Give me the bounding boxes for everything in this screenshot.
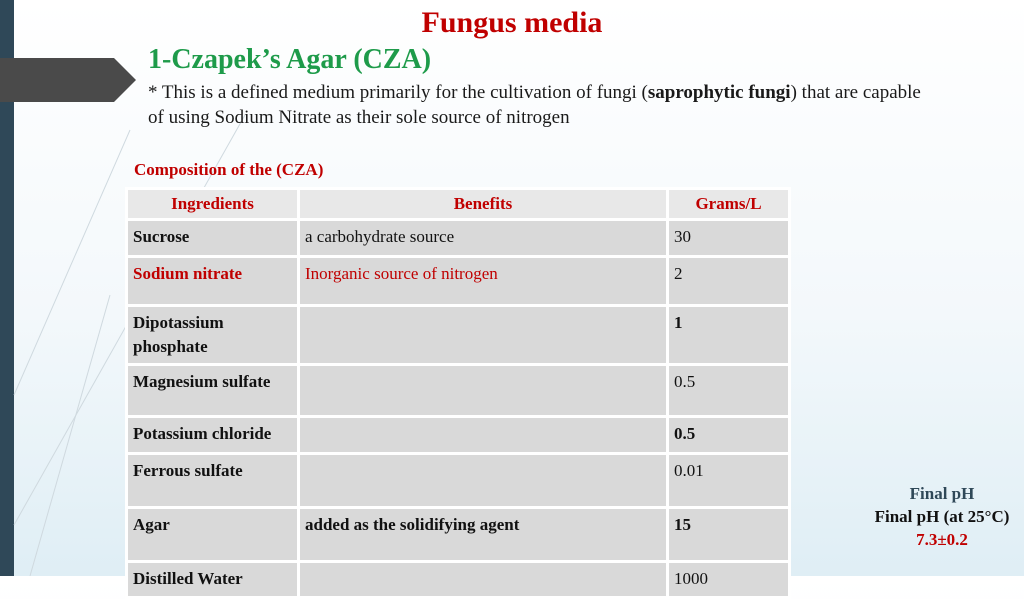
benefit-cell [299,562,668,598]
benefit-cell: Inorganic source of nitrogen [299,257,668,306]
composition-table [125,187,791,599]
ingredient-cell: Sucrose [127,220,299,257]
header-ingredients: Ingredients [127,189,299,220]
table-row [127,454,790,508]
table-row [127,306,790,365]
grams-cell: 0.5 [668,365,790,417]
final-ph-value: 7.3±0.2 [916,530,968,549]
header-grams: Grams/L [668,189,790,220]
grams-cell: 2 [668,257,790,306]
grams-cell: 1 [668,306,790,365]
final-ph-temp-label: Final pH (at 25°C) [874,507,1010,526]
description-text [148,80,928,130]
ingredient-cell: Agar [127,508,299,562]
header-benefits: Benefits [299,189,668,220]
grams-cell: 30 [668,220,790,257]
ingredient-cell: Dipotassium phosphate [127,306,299,365]
ingredient-cell: Distilled Water [127,562,299,598]
ingredient-cell: Magnesium sulfate [127,365,299,417]
description-part-1: * This is a defined medium primarily for the cultivation of fungi ( [148,82,648,103]
page-title: Fungus media [421,6,603,39]
table-row [127,417,790,454]
ingredient-cell: Ferrous sulfate [127,454,299,508]
grams-cell: 1000 [668,562,790,598]
benefit-cell [299,417,668,454]
description-bold: saprophytic fungi [647,82,791,103]
grams-cell: 15 [668,508,790,562]
grams-cell: 0.5 [668,417,790,454]
table-row [127,508,790,562]
grams-cell: 0.01 [668,454,790,508]
benefit-cell [299,365,668,417]
benefit-cell [299,454,668,508]
final-ph-label: Final pH [909,484,975,503]
table-row [127,562,790,598]
benefit-cell: a carbohydrate source [299,220,668,257]
benefit-cell: added as the solidifying agent [299,508,668,562]
ingredient-cell: Potassium chloride [127,417,299,454]
section-subtitle: 1-Czapek’s Agar (CZA) [148,44,432,75]
ingredient-cell: Sodium nitrate [127,257,299,306]
table-row [127,220,790,257]
table-row [127,257,790,306]
composition-heading: Composition of the (CZA) [134,160,324,179]
table-header-row [127,189,790,220]
description-part-2: ) that are capable of using Sodium Nitrate as their sole source of nitrogen [148,82,921,128]
table-row [127,365,790,417]
benefit-cell [299,306,668,365]
